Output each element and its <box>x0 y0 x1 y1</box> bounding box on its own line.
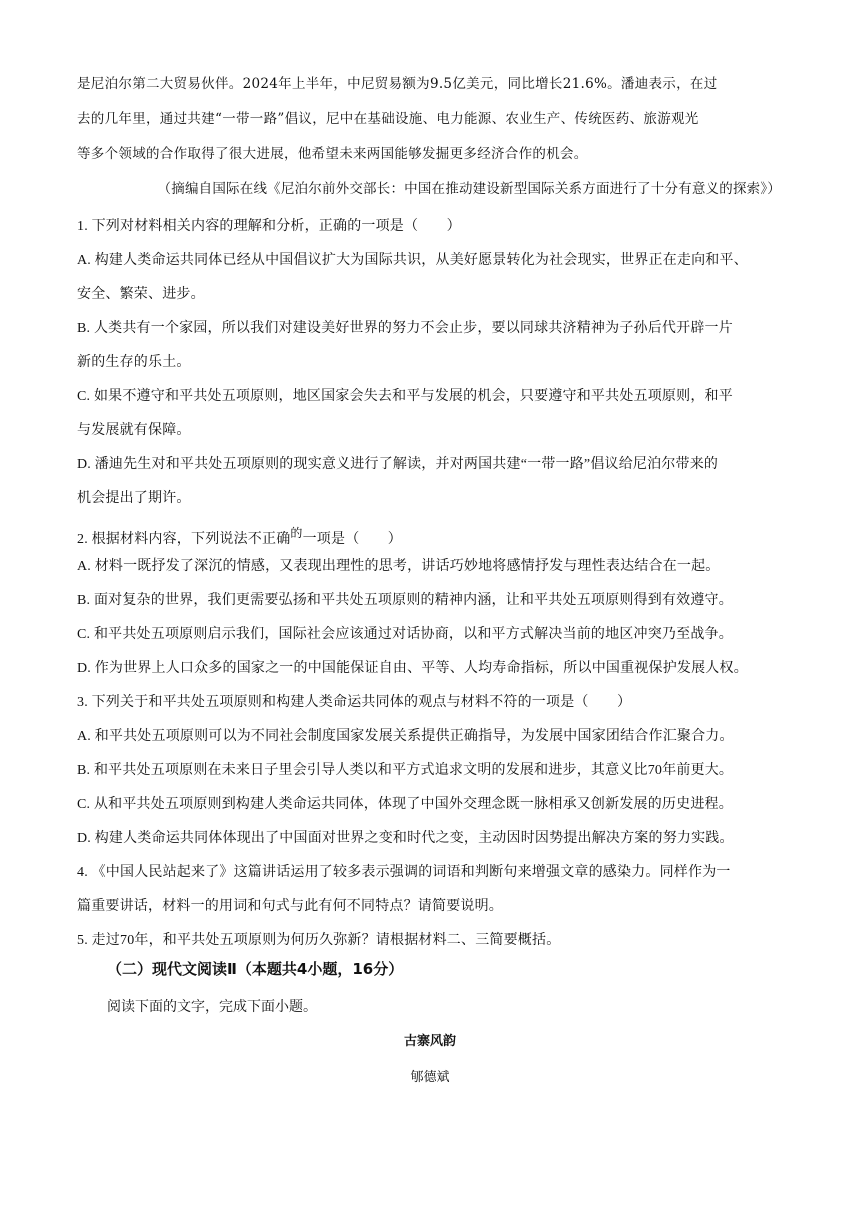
option-1b-line1: B. 人类共有一个家园，所以我们对建设美好世界的努力不会止步，要以同球共济精神为子孙后代开辟一片 <box>77 321 733 336</box>
option-2d: D. 作为世界上人口众多的国家之一的中国能保证自由、平等、人均寿命指标，所以中国重视保护发展人权。 <box>77 661 748 676</box>
question-list <box>77 210 783 958</box>
option-1d-line2: 机会提出了期许。 <box>77 491 191 506</box>
option-2c: C. 和平共处五项原则启示我们，国际社会应该通过对话协商，以和平方式解决当前的地区冲突乃至战争。 <box>77 627 733 642</box>
option-2a: A. 材料一既抒发了深沉的情感，又表现出理性的思考，讲话巧妙地将感情抒发与理性表达结合在一起。 <box>77 559 720 574</box>
option-1b-line2: 新的生存的乐土。 <box>77 355 191 370</box>
option-3a: A. 和平共处五项原则可以为不同社会制度国家发展关系提供正确指导，为发展中国家团结合作汇聚合力。 <box>77 729 734 744</box>
excerpt-source: （摘编自国际在线《尼泊尔前外交部长：中国在推动建设新型国际关系方面进行了十分有意义的探索》） <box>157 181 781 197</box>
question-5-stem: 5. 走过70年，和平共处五项原则为何历久弥新？请根据材料二、三简要概括。 <box>77 933 561 948</box>
excerpt-line: 等多个领域的合作取得了很大进展，他希望未来两国能够发掘更多经济合作的机会。 <box>77 146 588 162</box>
question-4-line1: 4. 《中国人民站起来了》这篇讲话运用了较多表示强调的词语和判断句来增强文章的感染力。同样作为一 <box>77 865 731 880</box>
excerpt-line: 去的几年里，通过共建“一带一路”倡议，尼中在基础设施、电力能源、农业生产、传统医药、旅游观光 <box>77 111 699 127</box>
question-3-stem: 3. 下列关于和平共处五项原则和构建人类命运共同体的观点与材料不符的一项是（ ） <box>77 695 632 710</box>
q2-stem-post: 一项是（ ） <box>302 532 403 547</box>
section-heading: （二）现代文阅读Ⅱ（本题共4小题，16分） <box>107 960 404 978</box>
option-1a-line2: 安全、繁荣、进步。 <box>77 287 205 302</box>
article-title: 古寨风韵 <box>403 1034 456 1049</box>
option-1d-line1: D. 潘迪先生对和平共处五项原则的现实意义进行了解读，并对两国共建“一带一路”倡议给尼泊尔带来的 <box>77 457 719 472</box>
question-2-stem <box>77 516 783 550</box>
article-author: 郇德斌 <box>410 1070 450 1085</box>
option-2b: B. 面对复杂的世界，我们更需要弘扬和平共处五项原则的精神内涵，让和平共处五项原则得到有效遵守。 <box>77 593 733 608</box>
option-3c: C. 从和平共处五项原则到构建人类命运共同体，体现了中国外交理念既一脉相承又创新发展的历史进程。 <box>77 797 733 812</box>
q2-stem-sup: 的 <box>290 526 303 540</box>
option-1a-line1: A. 构建人类命运共同体已经从中国倡议扩大为国际共识，从美好愿景转化为社会现实，世界正在走向和平、 <box>77 253 748 268</box>
excerpt-line: 是尼泊尔第二大贸易伙伴。2024年上半年，中尼贸易额为9.5亿美元，同比增长21.6%。潘迪表示，在过 <box>77 76 718 92</box>
option-3d: D. 构建人类命运共同体体现出了中国面对世界之变和时代之变，主动因时因势提出解决方案的努力实践。 <box>77 831 734 846</box>
material-excerpt <box>77 67 783 207</box>
q2-stem-pre: 2. 根据材料内容，下列说法不正确 <box>77 532 291 547</box>
question-1-stem: 1. 下列对材料相关内容的理解和分析，正确的一项是（ ） <box>77 219 461 234</box>
option-1c-line2: 与发展就有保障。 <box>77 423 191 438</box>
section-instruction: 阅读下面的文字，完成下面小题。 <box>107 1000 317 1015</box>
option-1c-line1: C. 如果不遵守和平共处五项原则，地区国家会失去和平与发展的机会，只要遵守和平共处五项原则，和平 <box>77 389 733 404</box>
option-3b: B. 和平共处五项原则在未来日子里会引导人类以和平方式追求文明的发展和进步，其意义比70年前更大。 <box>77 763 734 778</box>
question-4-line2: 篇重要讲话，材料一的用词和句式与此有何不同特点？请简要说明。 <box>77 899 503 914</box>
